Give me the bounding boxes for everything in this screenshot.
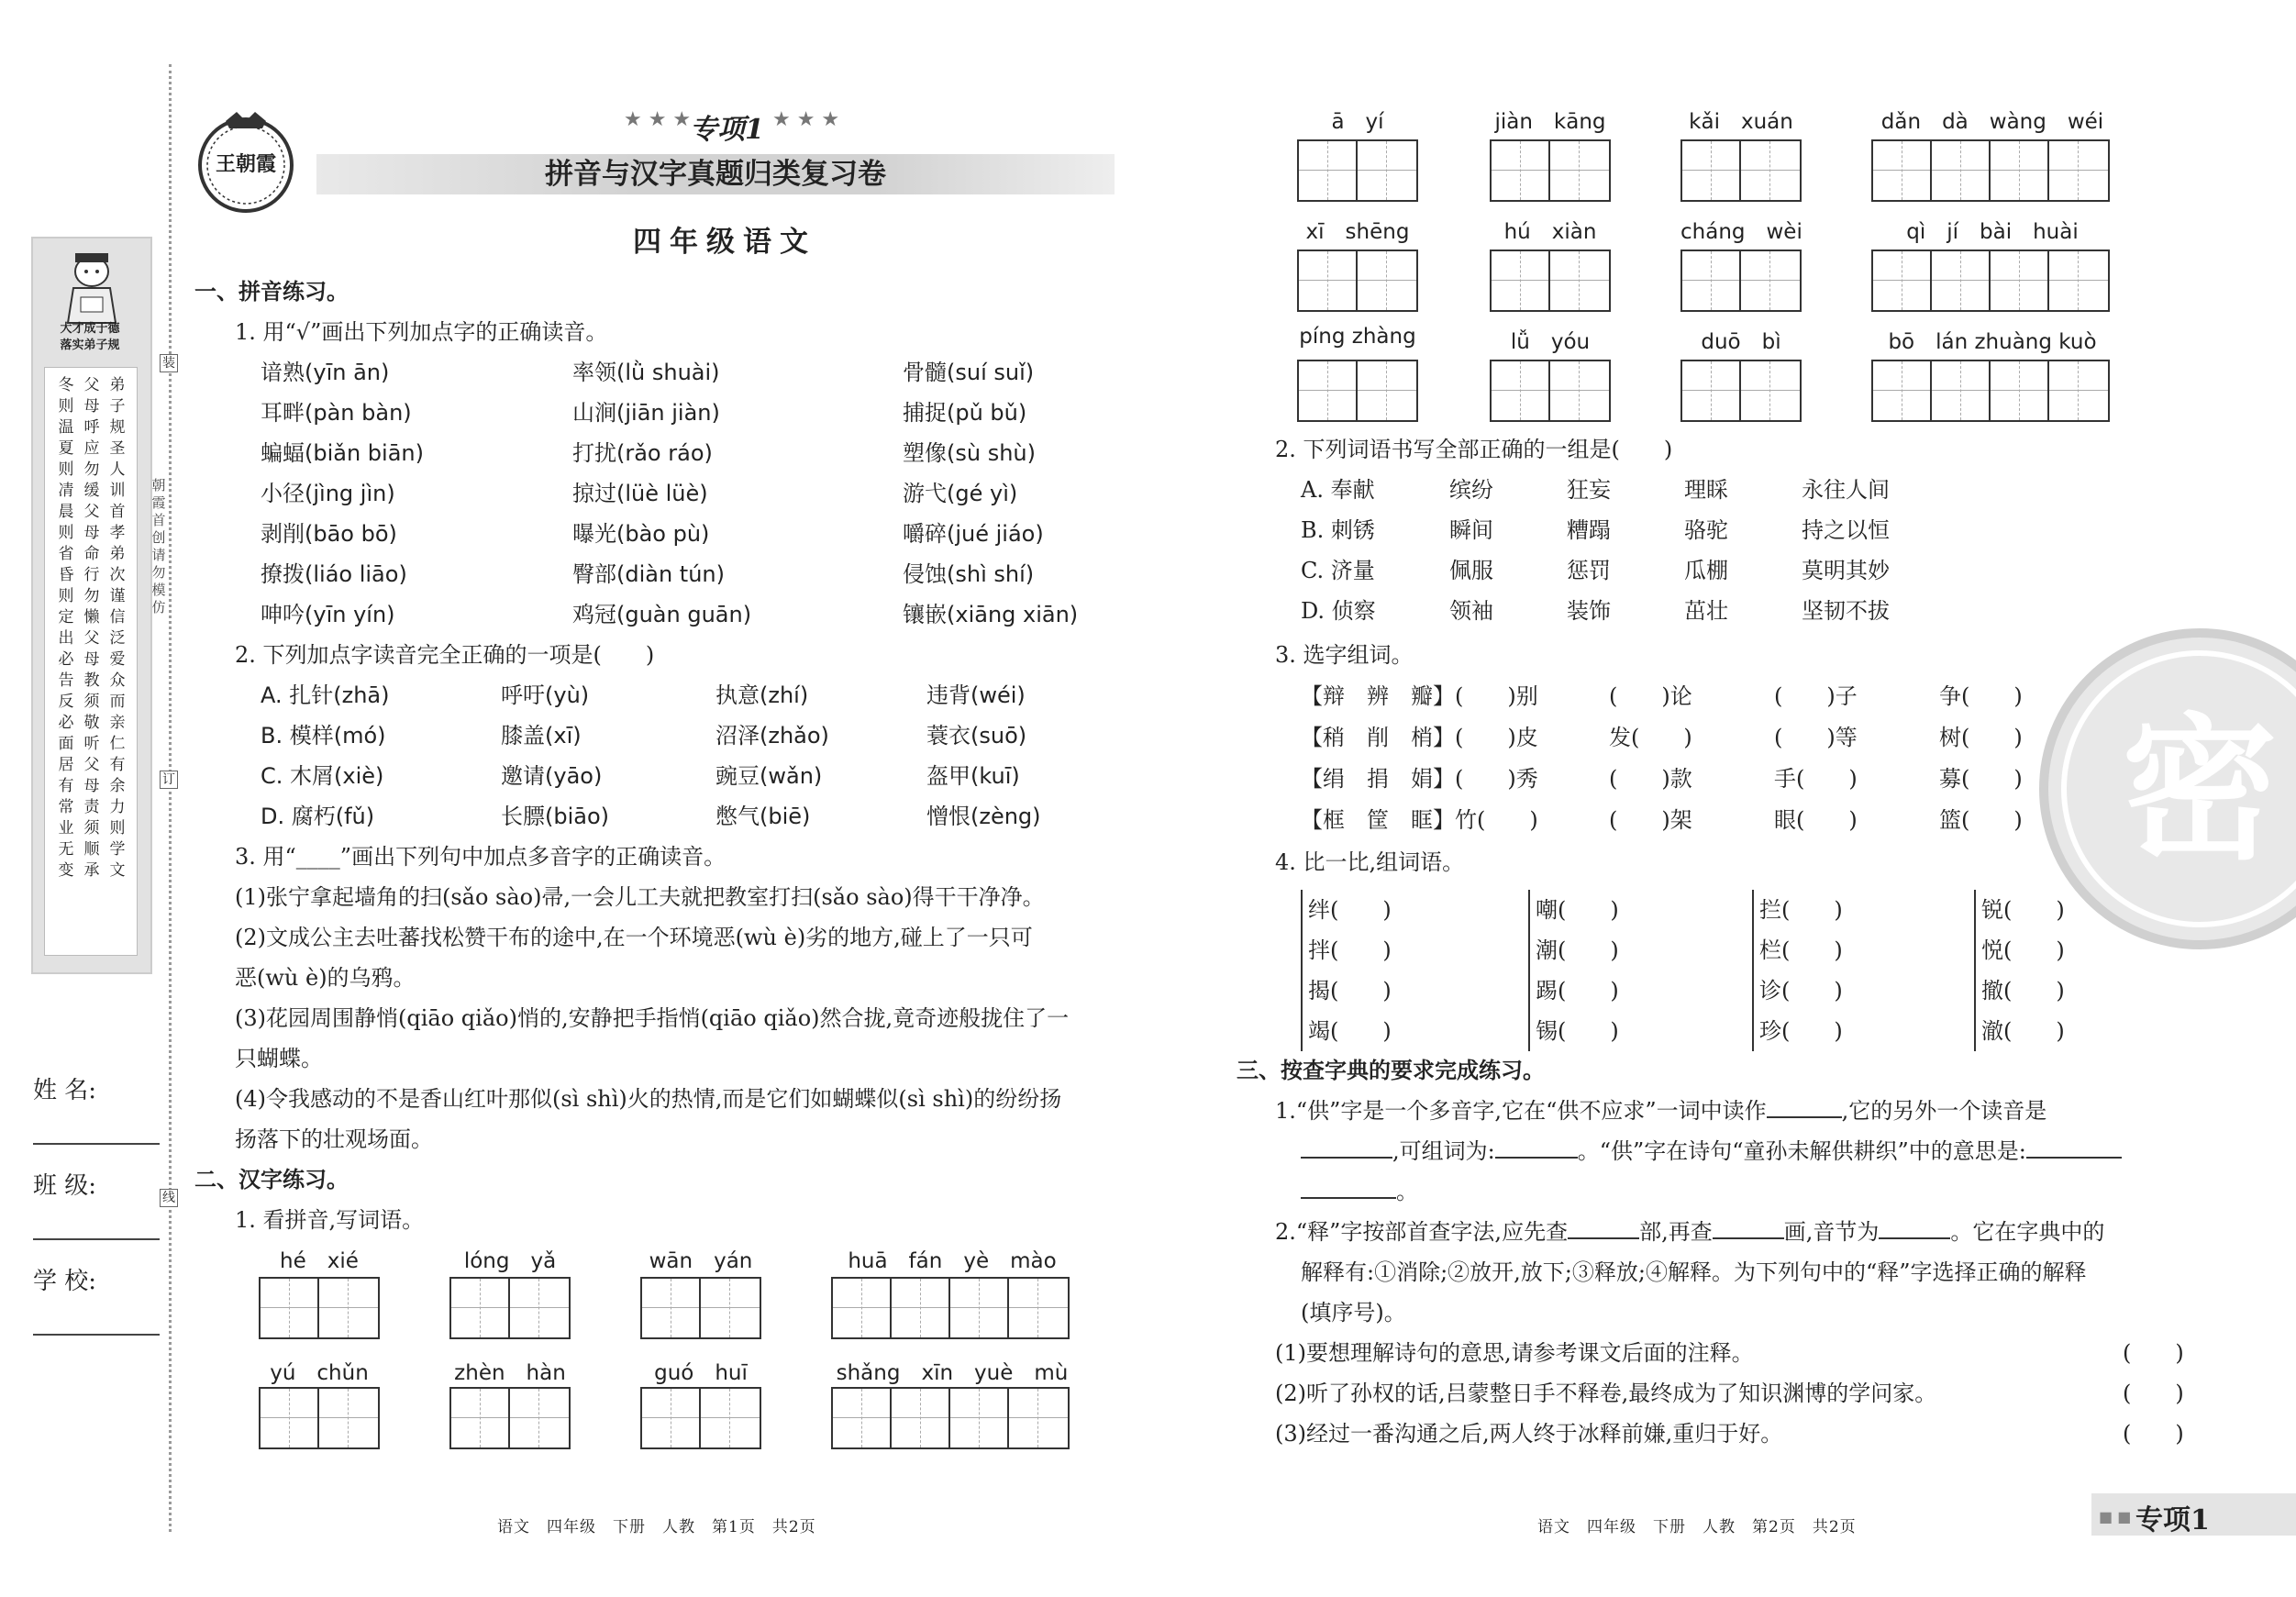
unit-label: 专项1 — [690, 114, 764, 146]
grid-pinyin: guó huī — [654, 1361, 748, 1385]
s1-q3-line: 只蝴蝶。 — [235, 1046, 323, 1071]
s1-q2-option: 憋气(biē) — [715, 804, 811, 829]
s1-q2-option: 膝盖(xī) — [501, 723, 582, 749]
s1-q2-option: 沼泽(zhǎo) — [715, 723, 829, 749]
motto — [39, 321, 141, 354]
s2-q4-pair[interactable]: 锐( ) 悦( ) — [1974, 890, 2065, 970]
s1-q1-item[interactable]: 蝙蝠(biǎn biān) — [261, 440, 424, 466]
s1-q1-item[interactable]: 捕捉(pǔ bǔ) — [903, 400, 1027, 426]
s1-q3-line: (3)花园周围静悄(qiāo qiǎo)悄的,安静把手指悄(qiāo qiǎo)然合拢,竟奇迹般拢住了一 — [235, 1005, 1070, 1031]
s2-q2-word: 持之以恒 — [1802, 517, 1890, 543]
s1-q2-option: 长膘(biāo) — [501, 804, 610, 829]
grid-pinyin: dǎn dà wàng wéi — [1880, 110, 2104, 134]
writing-grid[interactable] — [1871, 250, 2110, 312]
s1-q1-item[interactable]: 剥削(bāo bō) — [261, 521, 397, 547]
school-label: 学 校: — [33, 1268, 97, 1295]
grid-pinyin: wān yán — [649, 1249, 753, 1273]
motto-line-2: 落实弟子规 — [60, 338, 120, 352]
s1-q2-option: D. 腐朽(fǔ) — [261, 804, 375, 829]
s2-q3-blank[interactable]: 争( ) — [1939, 683, 2023, 709]
grid-pinyin: shǎng xīn yuè mù — [836, 1361, 1069, 1385]
s2-q3-blank[interactable]: 【绢 捐 娟】( )秀 — [1301, 766, 1538, 792]
s1-q2-option: 违背(wéi) — [926, 682, 1026, 708]
binding-mark: 订 — [160, 771, 178, 789]
s2-q2-word: A. 奉献 — [1301, 477, 1375, 503]
writing-grid[interactable] — [259, 1387, 380, 1449]
s1-q1-item[interactable]: 山涧(jiān jiàn) — [572, 400, 720, 426]
s1-q1-item[interactable]: 嚼碎(jué jiáo) — [903, 521, 1044, 547]
writing-grid[interactable] — [1490, 360, 1611, 422]
s3-q2-item: (3)经过一番沟通之后,两人终于冰释前嫌,重归于好。 — [1275, 1421, 1783, 1447]
s2-q3-blank[interactable]: ( )架 — [1609, 807, 1692, 833]
grid-pinyin: zhèn hàn — [454, 1361, 566, 1385]
answer-paren[interactable]: ( ) — [2123, 1381, 2184, 1406]
s2-q2-word: 理睬 — [1684, 477, 1728, 503]
s2-q3-blank[interactable]: 树( ) — [1939, 725, 2023, 750]
proverb-text — [44, 367, 138, 956]
answer-paren[interactable]: ( ) — [2123, 1340, 2184, 1366]
s2-q4-pair[interactable]: 诊( ) 珍( ) — [1752, 970, 1843, 1051]
writing-grid[interactable] — [449, 1387, 571, 1449]
grid-pinyin: cháng wèi — [1680, 220, 1802, 244]
s2-q2-word: 骆驼 — [1684, 517, 1728, 543]
s2-q3-blank[interactable]: 【框 筐 眶】竹( ) — [1301, 807, 1538, 833]
s1-q1-item[interactable]: 耳畔(pàn bàn) — [261, 400, 412, 426]
s1-q1-item[interactable]: 掠过(lüè lüè) — [572, 481, 708, 506]
s2-q4-pair[interactable]: 拦( ) 栏( ) — [1752, 890, 1843, 970]
s1-q1-item[interactable]: 臀部(diàn tún) — [572, 561, 726, 587]
s2-q4-pair[interactable]: 嘲( ) 潮( ) — [1528, 890, 1619, 970]
s1-q3-line: 扬落下的壮观场面。 — [235, 1126, 433, 1152]
answer-blank[interactable] — [1713, 1237, 1784, 1239]
s2-q3-blank[interactable]: 【稍 削 梢】( )皮 — [1301, 725, 1538, 750]
s2-q3-blank[interactable]: ( )等 — [1774, 725, 1858, 750]
s1-q1-item[interactable]: 打扰(rǎo ráo) — [572, 440, 713, 466]
school-field[interactable] — [33, 1334, 160, 1336]
s2-q3-prompt: 3. 选字组词。 — [1275, 642, 1414, 668]
subject-title: 四年级语文 — [633, 226, 816, 259]
s2-q3-blank[interactable]: ( )子 — [1774, 683, 1858, 709]
writing-grid[interactable] — [640, 1387, 761, 1449]
grid-pinyin: kǎi xuán — [1689, 110, 1793, 134]
writing-grid[interactable] — [1871, 139, 2110, 202]
confidential-seal-icon — [2025, 615, 2296, 963]
section-3-title: 三、按查字典的要求完成练习。 — [1237, 1057, 1545, 1083]
name-field[interactable] — [33, 1143, 160, 1145]
s1-q1-item[interactable]: 塑像(sù shù) — [903, 440, 1036, 466]
writing-grid[interactable] — [1297, 250, 1418, 312]
s2-q3-blank[interactable]: 募( ) — [1939, 766, 2023, 792]
s2-q2-word: 永往人间 — [1802, 477, 1890, 503]
grid-pinyin: xī shēng — [1305, 220, 1410, 244]
grid-pinyin: ā yí — [1331, 110, 1384, 134]
s1-q2-option: 邀请(yāo) — [501, 763, 603, 789]
s1-q2-option: 蓑衣(suō) — [926, 723, 1027, 749]
tag-dots: ■ ■ — [2099, 1508, 2132, 1525]
writing-grid[interactable] — [1680, 250, 1802, 312]
writing-grid[interactable] — [259, 1277, 380, 1339]
s1-q1-item[interactable]: 游弋(gé yì) — [903, 481, 1018, 506]
proverb-column: 弟子规圣人训首孝弟次谨信泛爱众而亲仁有余力则学文 — [109, 376, 126, 880]
answer-blank[interactable] — [1879, 1237, 1950, 1239]
section-2-title: 二、汉字练习。 — [194, 1166, 349, 1192]
copyright-note: 朝霞首创请勿模仿 — [151, 477, 166, 616]
s1-q3-line: (1)张宁拿起墙角的扫(sǎo sào)帚,一会儿工夫就把教室打扫(sǎo sào)得干干净净。 — [235, 884, 1045, 910]
s3-q2-item: (2)听了孙权的话,吕蒙整日手不释卷,最终成为了知识渊博的学问家。 — [1275, 1381, 1937, 1406]
s1-q1-item[interactable]: 小径(jìng jìn) — [261, 481, 395, 506]
s1-q1-item[interactable]: 谙熟(yīn ān) — [261, 360, 390, 385]
s2-q2-word: 缤纷 — [1449, 477, 1493, 503]
s1-q1-item[interactable]: 率领(lǜ shuài) — [572, 360, 720, 385]
grid-pinyin: bō lán zhuàng kuò — [1888, 330, 2097, 354]
writing-grid[interactable] — [1680, 139, 1802, 202]
s3-q1-line2: ,可组词为: 。“供”字在诗句“童孙未解供耕织”中的意思是: — [1301, 1137, 2122, 1165]
s2-q3-blank[interactable]: 【辩 辨 瓣】( )别 — [1301, 683, 1538, 709]
s1-q3-line: 恶(wù è)的乌鸦。 — [235, 965, 416, 991]
s1-q2-option: C. 木屑(xiè) — [261, 763, 384, 789]
s2-q3-blank[interactable]: 眼( ) — [1774, 807, 1858, 833]
s2-q2-word: 坚韧不拔 — [1802, 598, 1890, 624]
s1-q1-item[interactable]: 撩拨(liáo liāo) — [261, 561, 407, 587]
proverb-column: 父母呼应勿缓父母命行勿懒父母教须敬听父母责须顺承 — [83, 376, 100, 880]
answer-blank[interactable] — [1301, 1197, 1396, 1199]
answer-blank[interactable] — [1767, 1116, 1842, 1118]
s1-q3-prompt: 3. 用“____”画出下列句中加点多音字的正确读音。 — [235, 844, 727, 870]
binding-mark: 装 — [160, 354, 178, 372]
grid-pinyin: píng zhàng — [1299, 325, 1416, 349]
s2-q3-blank[interactable]: ( )款 — [1609, 766, 1692, 792]
s3-q2-item: (1)要想理解诗句的意思,请参考课文后面的注释。 — [1275, 1340, 1754, 1366]
s1-q1-prompt: 1. 用“√”画出下列加点字的正确读音。 — [235, 319, 608, 345]
s2-q4-pair[interactable]: 揭( ) 竭( ) — [1301, 970, 1392, 1051]
s3-q2-line3: (填序号)。 — [1301, 1300, 1406, 1325]
s3-q1-line1: 1.“供”字是一个多音字,它在“供不应求”一词中读作 ,它的另外一个读音是 — [1275, 1098, 2047, 1124]
s1-q2-option: 豌豆(wǎn) — [715, 763, 823, 789]
s1-q1-item[interactable]: 镶嵌(xiāng xiān) — [903, 602, 1079, 627]
grid-pinyin: lǚ yóu — [1510, 330, 1591, 354]
writing-grid[interactable] — [1297, 139, 1418, 202]
s1-q2-option: 执意(zhí) — [715, 682, 809, 708]
section-1-title: 一、拼音练习。 — [194, 278, 349, 305]
s1-q3-line: (2)文成公主去吐蕃找松赞干布的途中,在一个环境恶(wù è)劣的地方,碰上了一只可 — [235, 925, 1033, 950]
grid-pinyin: lóng yǎ — [463, 1249, 557, 1273]
s2-q3-blank[interactable]: 手( ) — [1774, 766, 1858, 792]
footer-left: 语文 四年级 下册 人教 第1页 共2页 — [497, 1518, 816, 1536]
writing-grid[interactable] — [1297, 360, 1418, 422]
s1-q1-item[interactable]: 骨髓(suí suǐ) — [903, 360, 1035, 385]
s2-q2-word: 糟蹋 — [1567, 517, 1611, 543]
s2-q3-blank[interactable]: 发( ) — [1609, 725, 1692, 750]
writing-grid[interactable] — [1490, 250, 1611, 312]
logo-text: 王朝霞 — [215, 152, 276, 176]
s1-q1-item[interactable]: 鸡冠(guàn guān) — [572, 602, 752, 627]
binding-mark: 线 — [160, 1189, 178, 1207]
answer-blank[interactable] — [1495, 1157, 1578, 1159]
s1-q1-item[interactable]: 曝光(bào pù) — [572, 521, 710, 547]
s1-q2-prompt: 2. 下列加点字读音完全正确的一项是( ) — [235, 642, 655, 668]
s2-q1-prompt: 1. 看拼音,写词语。 — [235, 1207, 425, 1233]
s1-q2-option: 呼吁(yù) — [501, 682, 590, 708]
grid-pinyin: yú chǔn — [270, 1361, 369, 1385]
s2-q2-word: 莫明其妙 — [1802, 558, 1890, 583]
answer-blank[interactable] — [1568, 1237, 1639, 1239]
s2-q3-blank[interactable]: 篮( ) — [1939, 807, 2023, 833]
s2-q2-word: B. 刺锈 — [1301, 517, 1375, 543]
grid-pinyin: huā fán yè mào — [848, 1249, 1057, 1273]
s2-q4-pair[interactable]: 踢( ) 锡( ) — [1528, 970, 1619, 1051]
grid-pinyin: hú xiàn — [1503, 220, 1597, 244]
s2-q2-word: 瓜棚 — [1684, 558, 1728, 583]
proverb-column: 冬则温夏则凊晨则省昏则定出必告反必面居有常业无变 — [58, 376, 74, 880]
s1-q1-item[interactable]: 侵蚀(shì shí) — [903, 561, 1035, 587]
grid-pinyin: duō bì — [1701, 330, 1781, 354]
writing-grid[interactable] — [1680, 360, 1802, 422]
stars-right: ★ ★ ★ — [772, 108, 840, 131]
s1-q2-option: 憎恨(zèng) — [926, 804, 1041, 829]
answer-paren[interactable]: ( ) — [2123, 1421, 2184, 1447]
s2-q2-word: 佩服 — [1449, 558, 1493, 583]
motto-line-1: 大才成于德 — [60, 322, 120, 336]
s1-q2-option: B. 模样(mó) — [261, 723, 386, 749]
s2-q2-word: C. 济量 — [1301, 558, 1375, 583]
name-label: 姓 名: — [33, 1077, 97, 1104]
answer-blank[interactable] — [1301, 1157, 1392, 1159]
s2-q2-prompt: 2. 下列词语书写全部正确的一组是( ) — [1275, 437, 1673, 462]
s2-q4-pair[interactable]: 绊( ) 拌( ) — [1301, 890, 1392, 970]
answer-blank[interactable] — [2026, 1157, 2122, 1159]
writing-grid[interactable] — [449, 1277, 571, 1339]
class-label: 班 级: — [33, 1172, 97, 1200]
s2-q2-word: 装饰 — [1567, 598, 1611, 624]
s2-q4-prompt: 4. 比一比,组词语。 — [1275, 849, 1465, 875]
s1-q3-line: (4)令我感动的不是香山红叶那似(sì shì)火的热情,而是它们如蝴蝶似(sì shì)的纷纷扬 — [235, 1086, 1062, 1112]
s2-q2-word: 瞬间 — [1449, 517, 1493, 543]
grid-pinyin: qì jí bài huài — [1906, 220, 2079, 244]
writing-grid[interactable] — [831, 1387, 1070, 1449]
grid-pinyin: hé xié — [280, 1249, 359, 1273]
class-field[interactable] — [33, 1238, 160, 1240]
s2-q2-word: 茁壮 — [1684, 598, 1728, 624]
s2-q4-pair[interactable]: 撤( ) 澈( ) — [1974, 970, 2065, 1051]
s2-q3-blank[interactable]: ( )论 — [1609, 683, 1692, 709]
footer-right: 语文 四年级 下册 人教 第2页 共2页 — [1537, 1518, 1857, 1536]
s1-q2-option: A. 扎针(zhā) — [261, 682, 390, 708]
s3-q1-line3: 。 — [1301, 1178, 1418, 1205]
s2-q2-word: 狂妄 — [1567, 477, 1611, 503]
s1-q2-option: 盔甲(kuī) — [926, 763, 1020, 789]
writing-grid[interactable] — [831, 1277, 1070, 1339]
svg-text:密: 密 — [2121, 700, 2279, 882]
paper-title: 拼音与汉字真题归类复习卷 — [545, 158, 886, 191]
s2-q2-word: 领袖 — [1449, 598, 1493, 624]
writing-grid[interactable] — [1871, 360, 2110, 422]
s3-q2-line1: 2.“释”字按部首查字法,应先查 部,再查 画,音节为 。它在字典中的 — [1275, 1219, 2105, 1245]
writing-grid[interactable] — [640, 1277, 761, 1339]
grid-pinyin: jiàn kāng — [1494, 110, 1606, 134]
writing-grid[interactable] — [1490, 139, 1611, 202]
s3-q2-line2: 解释有:①消除;②放开,放下;③释放;④解释。为下列句中的“释”字选择正确的解释 — [1301, 1259, 2087, 1285]
stars-left: ★ ★ ★ — [624, 108, 692, 131]
s1-q1-item[interactable]: 呻吟(yīn yín) — [261, 602, 395, 627]
unit-tag-label: 专项1 — [2135, 1504, 2210, 1536]
s2-q2-word: 惩罚 — [1567, 558, 1611, 583]
binding-line — [169, 64, 172, 1532]
s2-q2-word: D. 侦察 — [1301, 598, 1376, 624]
